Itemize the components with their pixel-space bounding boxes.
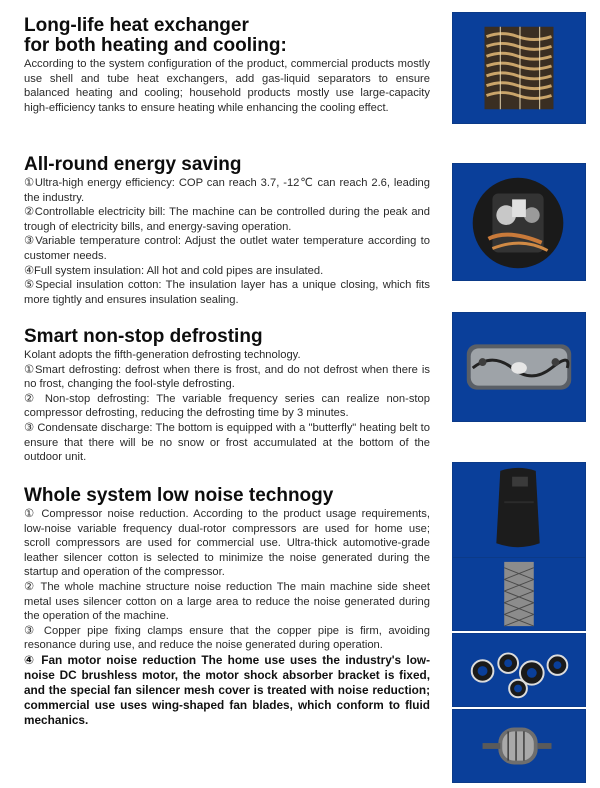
paragraph: ③ Copper pipe fixing clamps ensure that the copper pipe is firm, avoiding resonance during use, and reduce the noise generated during operation.	[24, 624, 430, 652]
section-low-noise	[24, 486, 430, 728]
heat-exchanger-coil-photo	[452, 12, 586, 124]
compressor-interior-photo	[452, 163, 586, 281]
paragraph: Kolant adopts the fifth-generation defrosting technology.	[24, 349, 301, 361]
section-title-line1: Long-life heat exchanger	[24, 15, 249, 36]
paragraph: ① Compressor noise reduction. According to the product usage requirements, low-noise variable frequency dual-rotor compressors are used for home use; scroll compressors are used for commercial use. Ultra-thick automotive-grade leather silencer cotton is selected to minimize the noise generated during the startup and operation of the compressor.	[24, 508, 430, 579]
section-body	[24, 507, 430, 728]
paragraph: ② Non-stop defrosting: The variable frequency series can realize non-stop compressor defrosting, reducing the defrosting time by 3 minutes.	[24, 392, 430, 420]
paragraph: ②Controllable electricity bill: The machine can be controlled during the peak and trough of electricity bills, and energy-saving operation.	[24, 206, 430, 233]
section-defrosting	[24, 327, 430, 465]
section-energy-saving	[24, 155, 430, 307]
fan-motor-photo	[452, 709, 586, 783]
paragraph: ⑤Special insulation cotton: The insulation layer has a unique closing, which fits more tightly and ensures insulation sealing.	[24, 279, 430, 306]
section-heat-exchanger	[24, 16, 430, 115]
section-title	[24, 16, 430, 56]
silencer-cotton-photo	[452, 462, 586, 558]
paragraph: ①Ultra-high energy efficiency: COP can reach 3.7, -12℃ can reach 2.6, leading the industry.	[24, 177, 430, 204]
defrost-heating-belt-photo	[452, 312, 586, 422]
paragraph: ③Variable temperature control: Adjust the outlet water temperature according to customer needs.	[24, 235, 430, 262]
section-title: Smart non-stop defrosting	[24, 326, 263, 347]
section-title-line2: for both heating and cooling:	[24, 35, 287, 56]
section-title: Whole system low noise technogy	[24, 485, 334, 506]
section-body	[24, 176, 430, 307]
copper-pipe-clamps-photo	[452, 633, 586, 707]
paragraph: ①Smart defrosting: defrost when there is frost, and do not defrost when there is no frost, changing the fool-style defrosting.	[24, 363, 430, 391]
silencer-mesh-panel-photo	[452, 557, 586, 631]
section-title: All-round energy saving	[24, 154, 242, 175]
paragraph: ③ Condensate discharge: The bottom is equipped with a "butterfly" heating belt to ensure that there will be no snow or frost accumulated at the bottom of the outdoor unit.	[24, 421, 430, 464]
section-body	[24, 348, 430, 465]
section-body	[24, 57, 430, 115]
paragraph: ④Full system insulation: All hot and cold pipes are insulated.	[24, 264, 324, 277]
paragraph: ② The whole machine structure noise reduction The main machine side sheet metal uses silencer cotton on a large area to reduce the noise generated during the operation of the machine.	[24, 580, 430, 623]
paragraph: ④ Fan motor noise reduction The home use uses the industry's low-noise DC brushless motor, the motor shock absorber bracket is fixed, and the special fan silencer mesh cover is treated with noise reduction; commercial use uses wing-shaped fan blades, which conform to fluid mechanics.	[24, 652, 430, 727]
paragraph: According to the system configuration of the product, commercial products mostly use shell and tube heat exchangers, add gas-liquid separators to ensure balanced heating and cooling; household products mostly use large-capacity high-efficiency tanks to ensure heating while enhancing the cooling effect.	[24, 58, 430, 114]
